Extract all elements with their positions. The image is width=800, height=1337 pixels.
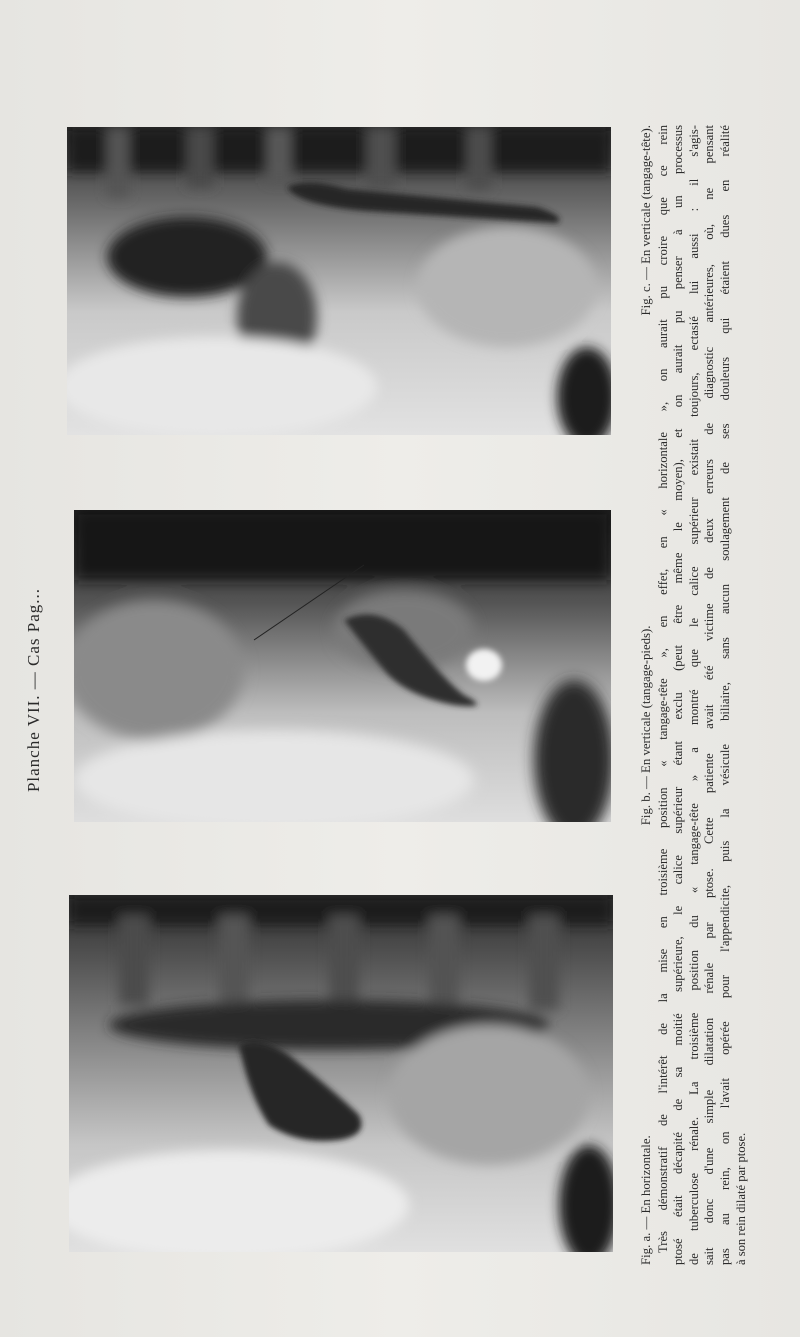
caption-line: pas au rein, on l'avait opérée pour l'appendicite, puis la vésicule biliaire, sans aucun soulagement de ses douleurs qui étaient dues en réalité <box>717 125 732 1265</box>
caption <box>639 125 749 1265</box>
caption-line: à son rein dilaté par ptose. <box>733 1132 748 1265</box>
fig-b-label: Fig. b. — En verticale (tangage-pieds). <box>638 625 653 826</box>
caption-line: Très démonstratif de l'intérêt de la mise en troisième position « tangage-tête », en effet, en « horizontale », on aurait pu croire que ce rein <box>655 125 670 1253</box>
radiograph-fig-c <box>67 127 611 435</box>
fig-c-label: Fig. c. — En verticale (tangage-tête). <box>638 125 653 316</box>
caption-text <box>656 125 750 1265</box>
caption-line: sait donc d'une simple dilatation rénale par ptose. Cette patiente avait été victime de deux erreurs de diagnostic antérieures, où, ne pensant <box>702 125 717 1265</box>
radiograph-fig-b-image <box>74 510 611 822</box>
caption-block <box>634 125 754 1265</box>
page-title <box>24 560 44 820</box>
caption-line: ptosé était décapité de sa moitié supérieure, le calice supérieur étant exclu (peut être même le moyen), et on aurait pu penser à un processus <box>671 125 686 1265</box>
radiograph-fig-c-image <box>67 127 611 435</box>
radiograph-fig-a-image <box>69 895 613 1252</box>
page-title-text: Planche VII. — Cas Pag... <box>24 587 43 793</box>
caption-line: de tuberculose rénale. La troisième position du « tangage-tête » a montré que le calice supérieur existait toujours, ectasié lui aussi : il s'agis- <box>686 125 701 1265</box>
figure-labels <box>639 125 655 1265</box>
fig-a-label: Fig. a. — En horizontale. <box>638 1135 653 1265</box>
radiograph-fig-b <box>74 510 611 822</box>
radiograph-fig-a <box>69 895 613 1252</box>
